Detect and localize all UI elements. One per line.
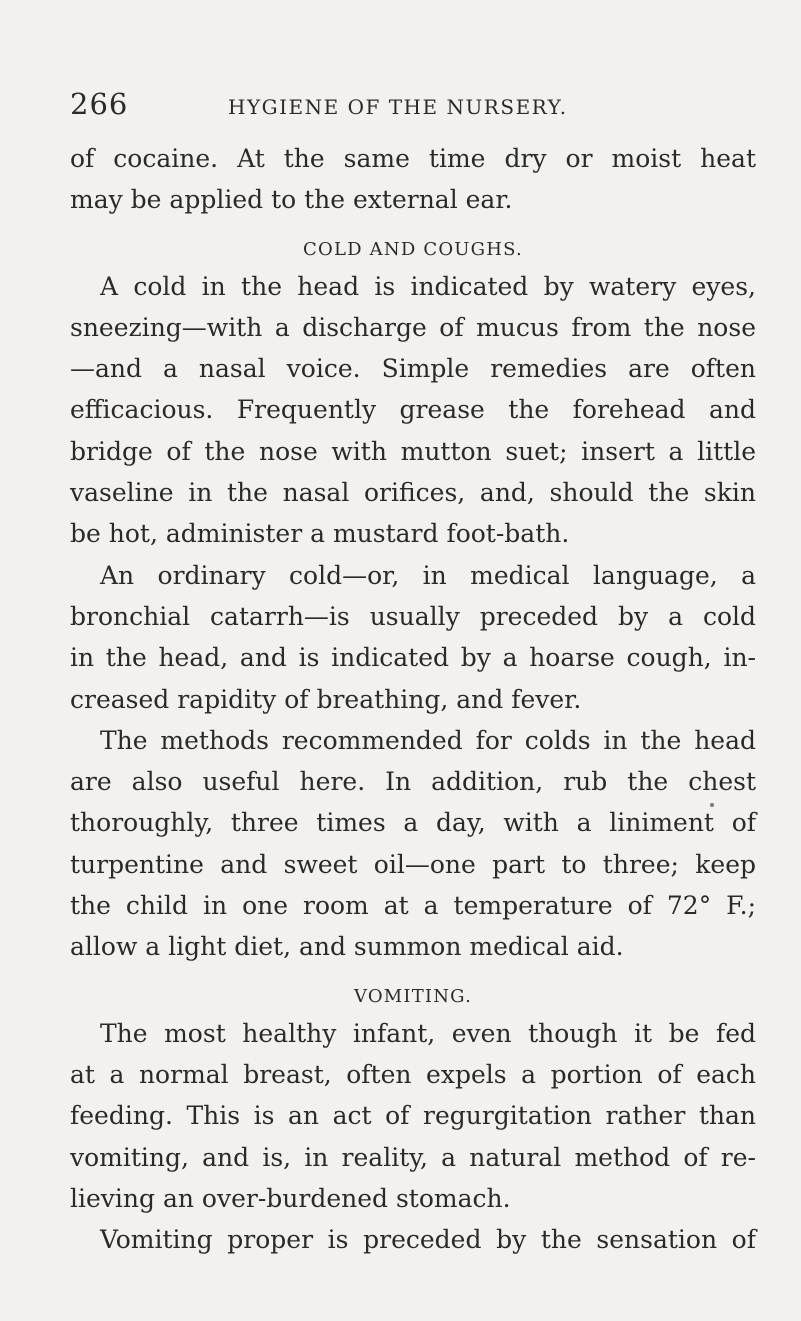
text-line: be hot, administer a mustard foot-bath. [70,519,570,549]
section-heading-vomiting: VOMITING. [353,985,473,1007]
intro-paragraph [70,138,756,221]
text-line: Vomiting proper is preceded by the sensation of [100,1225,756,1255]
text-line: vomiting, and is, in reality, a natural method of re- [70,1142,756,1172]
text-line: lieving an over-burdened stomach. [70,1183,511,1213]
text-line: at a normal breast, often expels a portion of each [70,1059,756,1089]
text-line: are also useful here. In addition, rub the chest [70,767,756,797]
text-line: bridge of the nose with mutton suet; insert a little [70,436,756,466]
text-line: efficacious. Frequently grease the forehead and [70,395,756,425]
text-line: The most healthy infant, even though it be fed [100,1018,756,1048]
text-line: sneezing—with a discharge of mucus from the nose [70,312,756,342]
text-line: —and a nasal voice. Simple remedies are often [70,354,756,384]
print-speck [710,803,714,807]
text-line: A cold in the head is indicated by watery eyes, [100,271,756,301]
text-line: bronchial catarrh—is usually preceded by a cold [70,601,756,631]
text-line: turpentine and sweet oil—one part to three; keep [70,849,756,879]
text-line: creased rapidity of breathing, and fever. [70,684,582,714]
paragraph-vomiting-proper [70,1219,756,1260]
text-line: thoroughly, three times a day, with a liniment of [70,808,756,838]
paragraph-healthy-infant [70,1013,756,1219]
page-number: 266 [70,87,129,121]
text-line: allow a light diet, and summon medical aid. [70,932,624,962]
text-line: feeding. This is an act of regurgitation rather than [70,1101,756,1131]
text-line: An ordinary cold—or, in medical language, a [100,560,756,590]
section-heading-cold-and-coughs: COLD AND COUGHS. [303,238,523,260]
paragraph-cold-in-head [70,266,756,555]
text-line: the child in one room at a temperature of 72° F.; [70,891,756,921]
text-line: in the head, and is indicated by a hoarse cough, in- [70,643,756,673]
text-line: may be applied to the external ear. [70,185,513,215]
paragraph-ordinary-cold [70,555,756,720]
text-line: vaseline in the nasal orifices, and, should the skin [70,478,756,508]
body-text [70,138,756,1260]
running-head [70,86,750,126]
text-line: The methods recommended for colds in the head [100,725,756,755]
paragraph-methods [70,720,756,968]
text-line: of cocaine. At the same time dry or moist heat [70,144,756,173]
running-title: HYGIENE OF THE NURSERY. [228,95,568,119]
